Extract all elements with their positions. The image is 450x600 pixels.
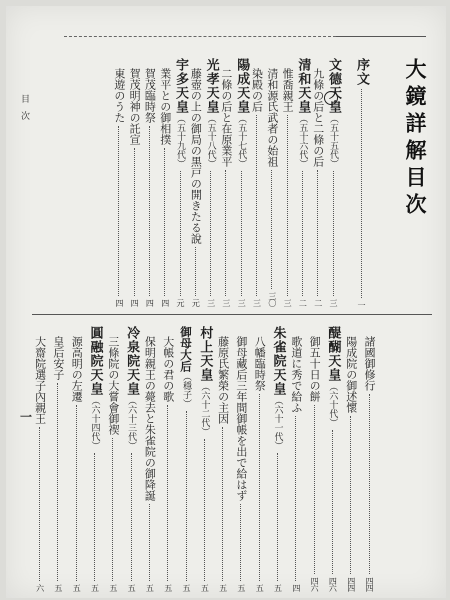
toc-entry-label: 藤原氏繁榮の主因: [216, 336, 230, 424]
toc-entry-label: 染殿の后: [250, 68, 264, 112]
dot-leader: [369, 394, 370, 574]
toc-entry-label: 圓融院天皇: [87, 326, 103, 396]
toc-entry[interactable]: [106, 336, 120, 591]
dot-leader: [134, 148, 135, 296]
toc-entry[interactable]: [271, 326, 285, 591]
toc-page-number: 五: [236, 584, 246, 591]
toc-entry[interactable]: [311, 68, 325, 306]
toc-entry-note: （五十九代）: [175, 114, 185, 168]
dot-leader: [118, 126, 119, 296]
dot-leader: [167, 405, 168, 581]
toc-entry-note: （六十二代）: [199, 382, 210, 436]
toc-page-number: 五: [200, 584, 210, 591]
toc-entry[interactable]: [69, 336, 83, 591]
toc-entry[interactable]: [51, 336, 65, 591]
toc-entry-note: （六十四代）: [89, 396, 100, 450]
toc-entry-label: 御五十日の餅: [308, 336, 322, 402]
toc-entry[interactable]: [344, 336, 358, 591]
toc-page-number: 三: [329, 299, 338, 306]
dot-leader: [164, 148, 165, 296]
toc-entry-note: （六十代）: [327, 382, 338, 427]
dot-leader: [361, 89, 362, 298]
toc-entry[interactable]: [158, 68, 172, 306]
toc-entry[interactable]: [219, 68, 233, 306]
toc-entry-label: 歌道に秀で給ふ: [289, 336, 303, 413]
toc-entry[interactable]: [142, 336, 156, 591]
toc-entry-note: （六十三代）: [126, 396, 137, 450]
toc-page-number: 五: [72, 584, 82, 591]
top-solid-rule: [336, 36, 426, 37]
dot-leader: [39, 427, 40, 581]
toc-entry-label: 宇多天皇: [173, 58, 188, 114]
dot-leader: [186, 411, 187, 581]
toc-page-number: 三: [283, 299, 293, 306]
toc-page-number: 三: [206, 299, 216, 306]
dot-leader: [271, 170, 272, 289]
dot-leader: [295, 416, 296, 581]
toc-page-number: 四: [114, 299, 124, 306]
toc-entry-note: （五十六代）: [297, 114, 308, 168]
toc-entry[interactable]: [280, 68, 294, 306]
toc-entry[interactable]: [362, 336, 376, 591]
toc-page-number: 五: [273, 584, 283, 591]
toc-entry-label: 御母大后: [179, 326, 193, 372]
toc-entry[interactable]: [204, 58, 218, 306]
toc-entry[interactable]: [307, 336, 321, 591]
toc-entry[interactable]: [127, 68, 141, 306]
dot-leader: [222, 427, 223, 581]
toc-entry-note: （五十五代）: [328, 114, 338, 168]
toc-entry[interactable]: [252, 336, 266, 591]
dot-leader: [57, 383, 58, 581]
toc-entry-label: 惟喬親王: [281, 68, 295, 112]
book-page: [6, 6, 446, 598]
dot-leader: [210, 171, 211, 296]
toc-entry-label: 賀茂臨時祭: [143, 68, 157, 123]
dot-leader: [76, 405, 77, 581]
dot-leader: [240, 504, 241, 581]
dot-leader: [94, 453, 95, 581]
toc-page-number: 元: [176, 299, 185, 306]
toc-page-number: 五: [218, 584, 228, 591]
toc-page-number: 三: [221, 299, 231, 306]
toc-page-number: 四: [130, 299, 140, 306]
toc-entry-label: 村上天皇: [197, 326, 213, 382]
toc-page-number: 元: [191, 299, 201, 306]
dot-leader: [149, 504, 150, 581]
toc-entry[interactable]: [173, 58, 187, 306]
toc-page-number: 五: [255, 584, 265, 591]
toc-page-number: 五: [53, 584, 63, 591]
toc-entry-note: （穩子）: [181, 372, 191, 408]
toc-page-number: 四六: [328, 577, 338, 591]
dot-leader: [350, 416, 351, 574]
toc-page-number: 四四: [365, 577, 374, 591]
toc-page-number: 四六: [310, 577, 320, 591]
toc-entry[interactable]: [197, 326, 211, 591]
toc-entry-label: 光孝天皇: [203, 58, 219, 114]
toc-entry[interactable]: [326, 58, 340, 306]
toc-entry-label: 陽成院の御述懷: [344, 336, 358, 413]
toc-page-number: 三: [252, 299, 262, 306]
toc-entry[interactable]: [33, 336, 47, 591]
toc-page-number: 五: [163, 584, 173, 591]
toc-entry-label: 大齋院選子內親王: [33, 336, 47, 424]
top-dashed-rule: [64, 36, 336, 37]
toc-entry[interactable]: [234, 336, 248, 591]
toc-entry[interactable]: [142, 68, 156, 306]
dot-leader: [149, 126, 150, 296]
toc-page-number: 三: [237, 299, 247, 306]
dot-leader: [225, 170, 226, 296]
toc-page-number: 二: [298, 299, 308, 306]
margin-label: 目次: [19, 94, 29, 128]
dot-leader: [180, 171, 181, 296]
toc-entry-label: 清和天皇: [295, 58, 311, 114]
toc-entry-label: 保明親王の薨去と朱雀院の御降誕: [143, 336, 157, 501]
dot-leader: [256, 115, 257, 296]
toc-page-number: 三〇: [267, 292, 277, 306]
toc-entry[interactable]: [289, 336, 303, 591]
dot-leader: [302, 171, 303, 296]
dot-leader: [317, 170, 318, 296]
toc-entry-note: （五十七代）: [236, 114, 247, 168]
toc-entry[interactable]: [354, 58, 368, 308]
toc-entry-label: 源高明の左遷: [70, 336, 84, 402]
toc-entry-label: 醍醐天皇: [325, 326, 341, 382]
toc-entry-label: 業平との御相撲: [158, 68, 172, 145]
toc-entry-label: 八幡臨時祭: [253, 336, 267, 391]
toc-page-number: 四: [291, 584, 301, 591]
toc-page-number: 六: [35, 584, 45, 591]
toc-page-number: 二: [313, 299, 323, 306]
toc-entry-label: 二條の后と在原業平: [219, 68, 233, 167]
toc-page-number: 五: [182, 584, 191, 591]
toc-entry-note: （六十一代）: [272, 396, 283, 450]
toc-entry[interactable]: [234, 58, 248, 306]
toc-entry-label: 賀茂明神の託宣: [128, 68, 142, 145]
toc-entry[interactable]: [88, 326, 102, 591]
toc-entry[interactable]: [188, 68, 202, 306]
page-title: 大鏡詳解目次: [403, 58, 428, 220]
toc-entry[interactable]: [112, 68, 126, 306]
toc-entry-label: 冷泉院天皇: [124, 326, 140, 396]
toc-entry-label: 御母藏后三年間御帳を出で給はず: [234, 336, 248, 501]
toc-entry-label: 諸國御修行: [363, 336, 376, 391]
toc-entry[interactable]: [216, 336, 230, 591]
toc-entry-label: 藤壺の上の御局の黒戸の開きたる說: [189, 68, 203, 244]
toc-page-number: 四: [145, 299, 155, 306]
toc-entry-label: 三條院の大嘗會御禊: [106, 336, 120, 435]
toc-entry-label: 清和源氏武者の始祖: [265, 68, 279, 167]
dot-leader: [112, 438, 113, 581]
toc-page-number: 五: [108, 584, 118, 591]
toc-entry-label: 皇后安子: [51, 336, 65, 380]
toc-page-number: 五: [127, 584, 137, 591]
toc-entry-note: （五十八代）: [205, 114, 216, 168]
toc-entry-label: 陽成天皇: [234, 58, 250, 114]
dot-leader: [131, 453, 132, 581]
dot-leader: [259, 394, 260, 581]
dot-leader: [195, 247, 196, 296]
dot-leader: [314, 405, 315, 574]
toc-entry[interactable]: [265, 68, 279, 306]
dot-leader: [277, 453, 278, 581]
middle-rule: [32, 314, 432, 315]
dot-leader: [241, 171, 242, 296]
toc-entry[interactable]: [124, 326, 138, 591]
toc-entry-label: 序文: [354, 58, 369, 86]
dot-leader: [332, 430, 333, 574]
dot-leader: [204, 439, 205, 581]
toc-entry-label: 大帳の君の歌: [161, 336, 175, 402]
toc-page-number: 四四: [346, 577, 356, 591]
toc-entry[interactable]: [250, 68, 264, 306]
toc-entry-label: 東遊のうた: [112, 68, 126, 123]
toc-entry-label: 九條の后と二條の后: [311, 68, 325, 167]
toc-entry[interactable]: [179, 326, 193, 591]
toc-page-number: 五: [145, 584, 155, 591]
dot-leader: [333, 171, 334, 296]
margin-page-number: 一: [20, 410, 33, 424]
toc-page-number: 一: [357, 301, 366, 308]
toc-page-number: 四: [160, 299, 170, 306]
toc-entry[interactable]: [295, 58, 309, 306]
toc-entry[interactable]: [325, 326, 339, 591]
toc-entry[interactable]: [161, 336, 175, 591]
toc-page-number: 五: [90, 584, 100, 591]
toc-entry-label: 文德天皇: [326, 58, 341, 114]
dot-leader: [287, 115, 288, 296]
toc-entry-label: 朱雀院天皇: [270, 326, 286, 396]
